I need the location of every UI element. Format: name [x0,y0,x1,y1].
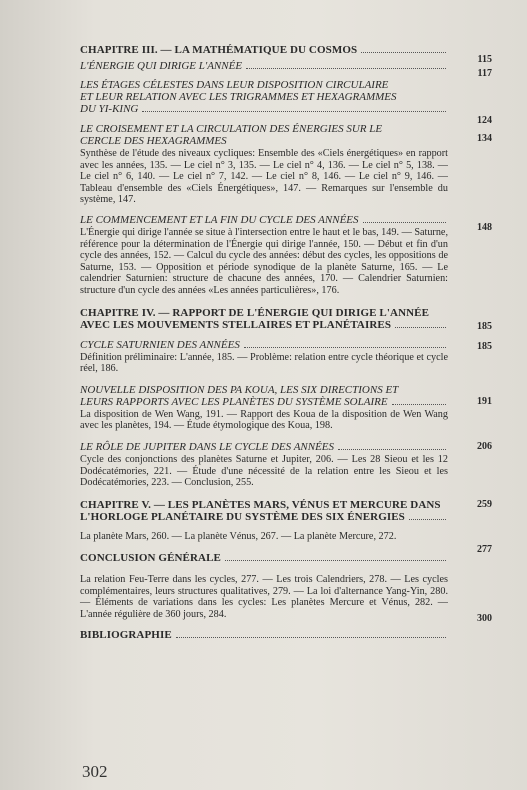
page-number: 185 [477,340,492,352]
section-title: CYCLE SATURNIEN DES ANNÉES [80,338,240,351]
section-title: LE COMMENCEMENT ET LA FIN DU CYCLE DES ANNÉES [80,213,359,226]
chapter-title: L'HORLOGE PLANÉTAIRE DU SYSTÈME DES SIX ÉNERGIES [80,510,405,523]
section-body: Cycle des conjonctions des planètes Saturne et Jupiter, 206. — Les 28 Sieou et les 12 Dodécatémories, 221. — Étude d'une nécessité de la relation entre les Sieou et les Dodécatémories, 223. — Conclusion, 255. [80,453,448,489]
toc-section [80,440,492,489]
page-number: 206 [477,440,492,452]
page-number: 185 [477,320,492,332]
section-title: CERCLE DES HEXAGRAMMES [80,135,227,147]
page-number: 148 [477,221,492,233]
section-title: NOUVELLE DISPOSITION DES PA KOUA, LES SIX DIRECTIONS ET [80,383,399,396]
toc-chapter-5 [80,498,492,543]
chapter-title: CHAPITRE IV. — RAPPORT DE L'ÉNERGIE QUI DIRIGE L'ANNÉE [80,306,430,319]
page-number: 259 [477,498,492,510]
page-number: 117 [477,68,492,79]
chapter-title: AVEC LES MOUVEMENTS STELLAIRES ET PLANÉTAIRES [80,318,392,331]
toc-section [80,79,492,126]
chapter-body: La planète Mars, 260. — La planète Vénus, 267. — La planète Mercure, 272. [80,530,397,542]
section-title: LES ÉTAGES CÉLESTES DANS LEUR DISPOSITION CIRCULAIRE [80,79,389,91]
section-title: LE CROISEMENT ET LA CIRCULATION DES ÉNERGIES SUR LE [80,123,383,135]
page-number: 191 [477,395,492,407]
section-title: L'ÉNERGIE QUI DIRIGE L'ANNÉE [80,60,243,72]
toc-bibliographie [80,612,492,641]
folio-page-number: 302 [82,762,108,781]
chapter-title: CHAPITRE V. — LES PLANÈTES MARS, VÉNUS ET MERCURE DANS [80,498,441,511]
section-body: La disposition de Wen Wang, 191. — Rapport des Koua de la disposition de Wen Wang avec les planètes, 194. — Étude étymologique des Koua, 198. [80,408,448,432]
toc-section [80,123,492,206]
chapter-body: La relation Feu-Terre dans les cycles, 277. — Les trois Calendriers, 278. — Les cycles complémentaires, leurs structures qualitatives, 279. — La loi d'alternance Yang-Yin, 280. — Éléments de variations dans les cycles: Les planètes Mercure et Vénus, 282. — L'année régulière de 360 jours, 284. [80,574,448,621]
page-number: 134 [477,133,492,144]
section-title: LEURS RAPPORTS AVEC LES PLANÈTES DU SYSTÈME SOLAIRE [80,395,388,408]
toc-section [80,383,492,432]
page-number: 124 [477,115,492,126]
section-title: ET LEUR RELATION AVEC LES TRIGRAMMES ET HEXAGRAMMES [80,91,397,103]
chapter-title: CHAPITRE III. — LA MATHÉMATIQUE DU COSMOS [80,44,358,56]
toc-section [80,213,492,297]
page-number: 115 [477,54,492,65]
toc-chapter-4 [80,306,492,332]
page-number: 277 [477,544,492,556]
toc-chapter-3 [80,44,492,65]
page-number: 300 [477,612,492,624]
toc-section [80,60,492,79]
chapter-title: BIBLIOGRAPHIE [80,628,172,641]
table-of-contents [80,44,527,649]
section-body: Définition préliminaire: L'année, 185. — Problème: relation entre cycle théorique et cycle réel, 186. [80,351,448,375]
toc-section [80,338,492,375]
chapter-title: CONCLUSION GÉNÉRALE [80,552,221,565]
section-title: LE RÔLE DE JUPITER DANS LE CYCLE DES ANNÉES [80,440,335,453]
section-body: L'Énergie qui dirige l'année se situe à l'intersection entre le haut et le bas, 149. — Saturne, référence pour la détermination de l'Énergie qui dirige l'année, 150. — Début et fin d'un cycle des années, 152. — Calcul du cycle des années: début des cycles, les oppositions de Saturne, 153. — Opposition et période synodique de la planète Saturne, 165. — Le calendrier Saturnien: structure de chacune des années, 170. — Calendrier Saturnien: structure d'un cycle des années «Les années particulières», 176. [80,226,448,296]
section-title: DU YI-KING [80,103,139,115]
section-body: Synthèse de l'étude des niveaux cycliques: Ensemble des «Ciels énergétiques» en rapport avec les années, 135. — Le ciel n° 3, 135. — Le ciel n° 4, 136. — Le ciel n° 5, 138. — Le ciel n° 6, 140. — Le ciel n° 7, 142. — Le ciel n° 8, 146. — Le ciel n° 9, 146. — Tableau d'ensemble des «Ciels Énergétiques», 147. — Remarques sur l'ensemble du système, 147. [80,148,448,206]
